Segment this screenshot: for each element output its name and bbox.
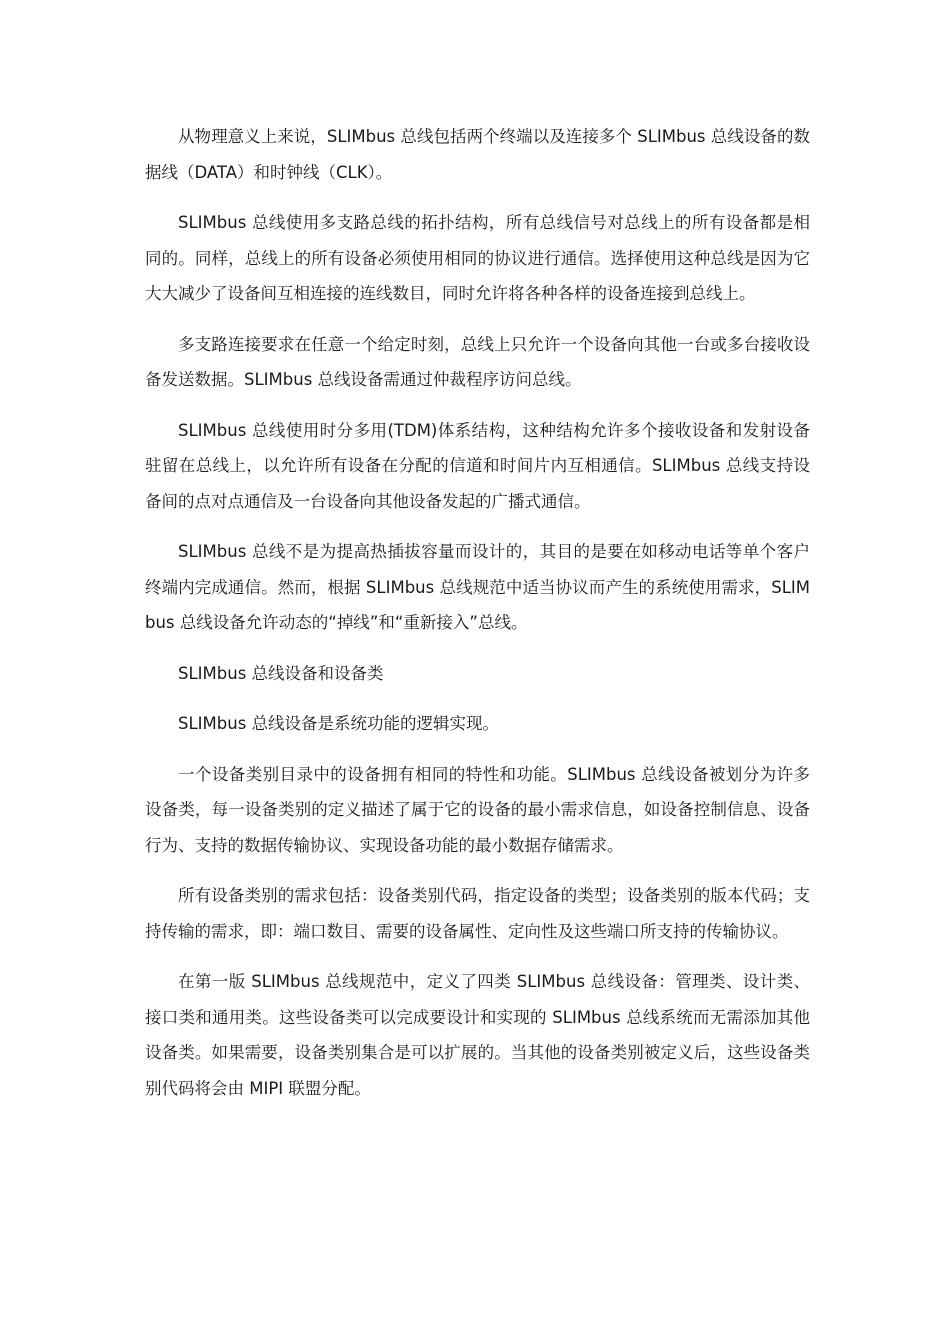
paragraph-class-requirements: 所有设备类别的需求包括：设备类别代码，指定设备的类型；设备类别的版本代码；支持传输的需求，即：端口数目、需要的设备属性、定向性及这些端口所支持的传输协议。	[145, 886, 810, 941]
paragraph-device-definition: SLIMbus 总线设备是系统功能的逻辑实现。	[178, 714, 500, 733]
paragraph-physical-meaning: 从物理意义上来说，SLIMbus 总线包括两个终端以及连接多个 SLIMbus 总线设备的数据线（DATA）和时钟线（CLK）。	[145, 127, 810, 182]
document-body	[145, 119, 810, 1121]
section-heading-devices-and-classes: SLIMbus 总线设备和设备类	[178, 663, 384, 683]
paragraph-hot-plug: SLIMbus 总线不是为提高热插拔容量而设计的，其目的是要在如移动电话等单个客户终端内完成通信。然而，根据 SLIMbus 总线规范中适当协议而产生的系统使用需求，SLIMbus 总线设备允许动态的“掉线”和“重新接入”总线。	[145, 542, 810, 632]
paragraph-tdm-architecture: SLIMbus 总线使用时分多用(TDM)体系结构，这种结构允许多个接收设备和发射设备驻留在总线上，以允许所有设备在分配的信道和时间片内互相通信。SLIMbus 总线支持设备间的点对点通信及一台设备向其他设备发起的广播式通信。	[145, 420, 810, 511]
paragraph-device-classes: 一个设备类别目录中的设备拥有相同的特性和功能。SLIMbus 总线设备被划分为许多设备类，每一设备类别的定义描述了属于它的设备的最小需求信息，如设备控制信息、设备行为、支持的数据传输协议、实现设备功能的最小数据存储需求。	[145, 764, 810, 855]
paragraph-arbitration: 多支路连接要求在任意一个给定时刻，总线上只允许一个设备向其他一台或多台接收设备发送数据。SLIMbus 总线设备需通过仲裁程序访问总线。	[145, 334, 810, 389]
paragraph-multidrop-topology: SLIMbus 总线使用多支路总线的拓扑结构，所有总线信号对总线上的所有设备都是相同的。同样，总线上的所有设备必须使用相同的协议进行通信。选择使用这种总线是因为它大大减少了设备间互相连接的连线数目，同时允许将各种各样的设备连接到总线上。	[145, 213, 810, 303]
paragraph-four-device-classes: 在第一版 SLIMbus 总线规范中，定义了四类 SLIMbus 总线设备：管理类、设计类、接口类和通用类。这些设备类可以完成要设计和实现的 SLIMbus 总线系统而无需添加其他设备类。如果需要，设备类别集合是可以扩展的。当其他的设备类别被定义后，这些设备类别代码将会由 MIPI 联盟分配。	[145, 972, 810, 1098]
